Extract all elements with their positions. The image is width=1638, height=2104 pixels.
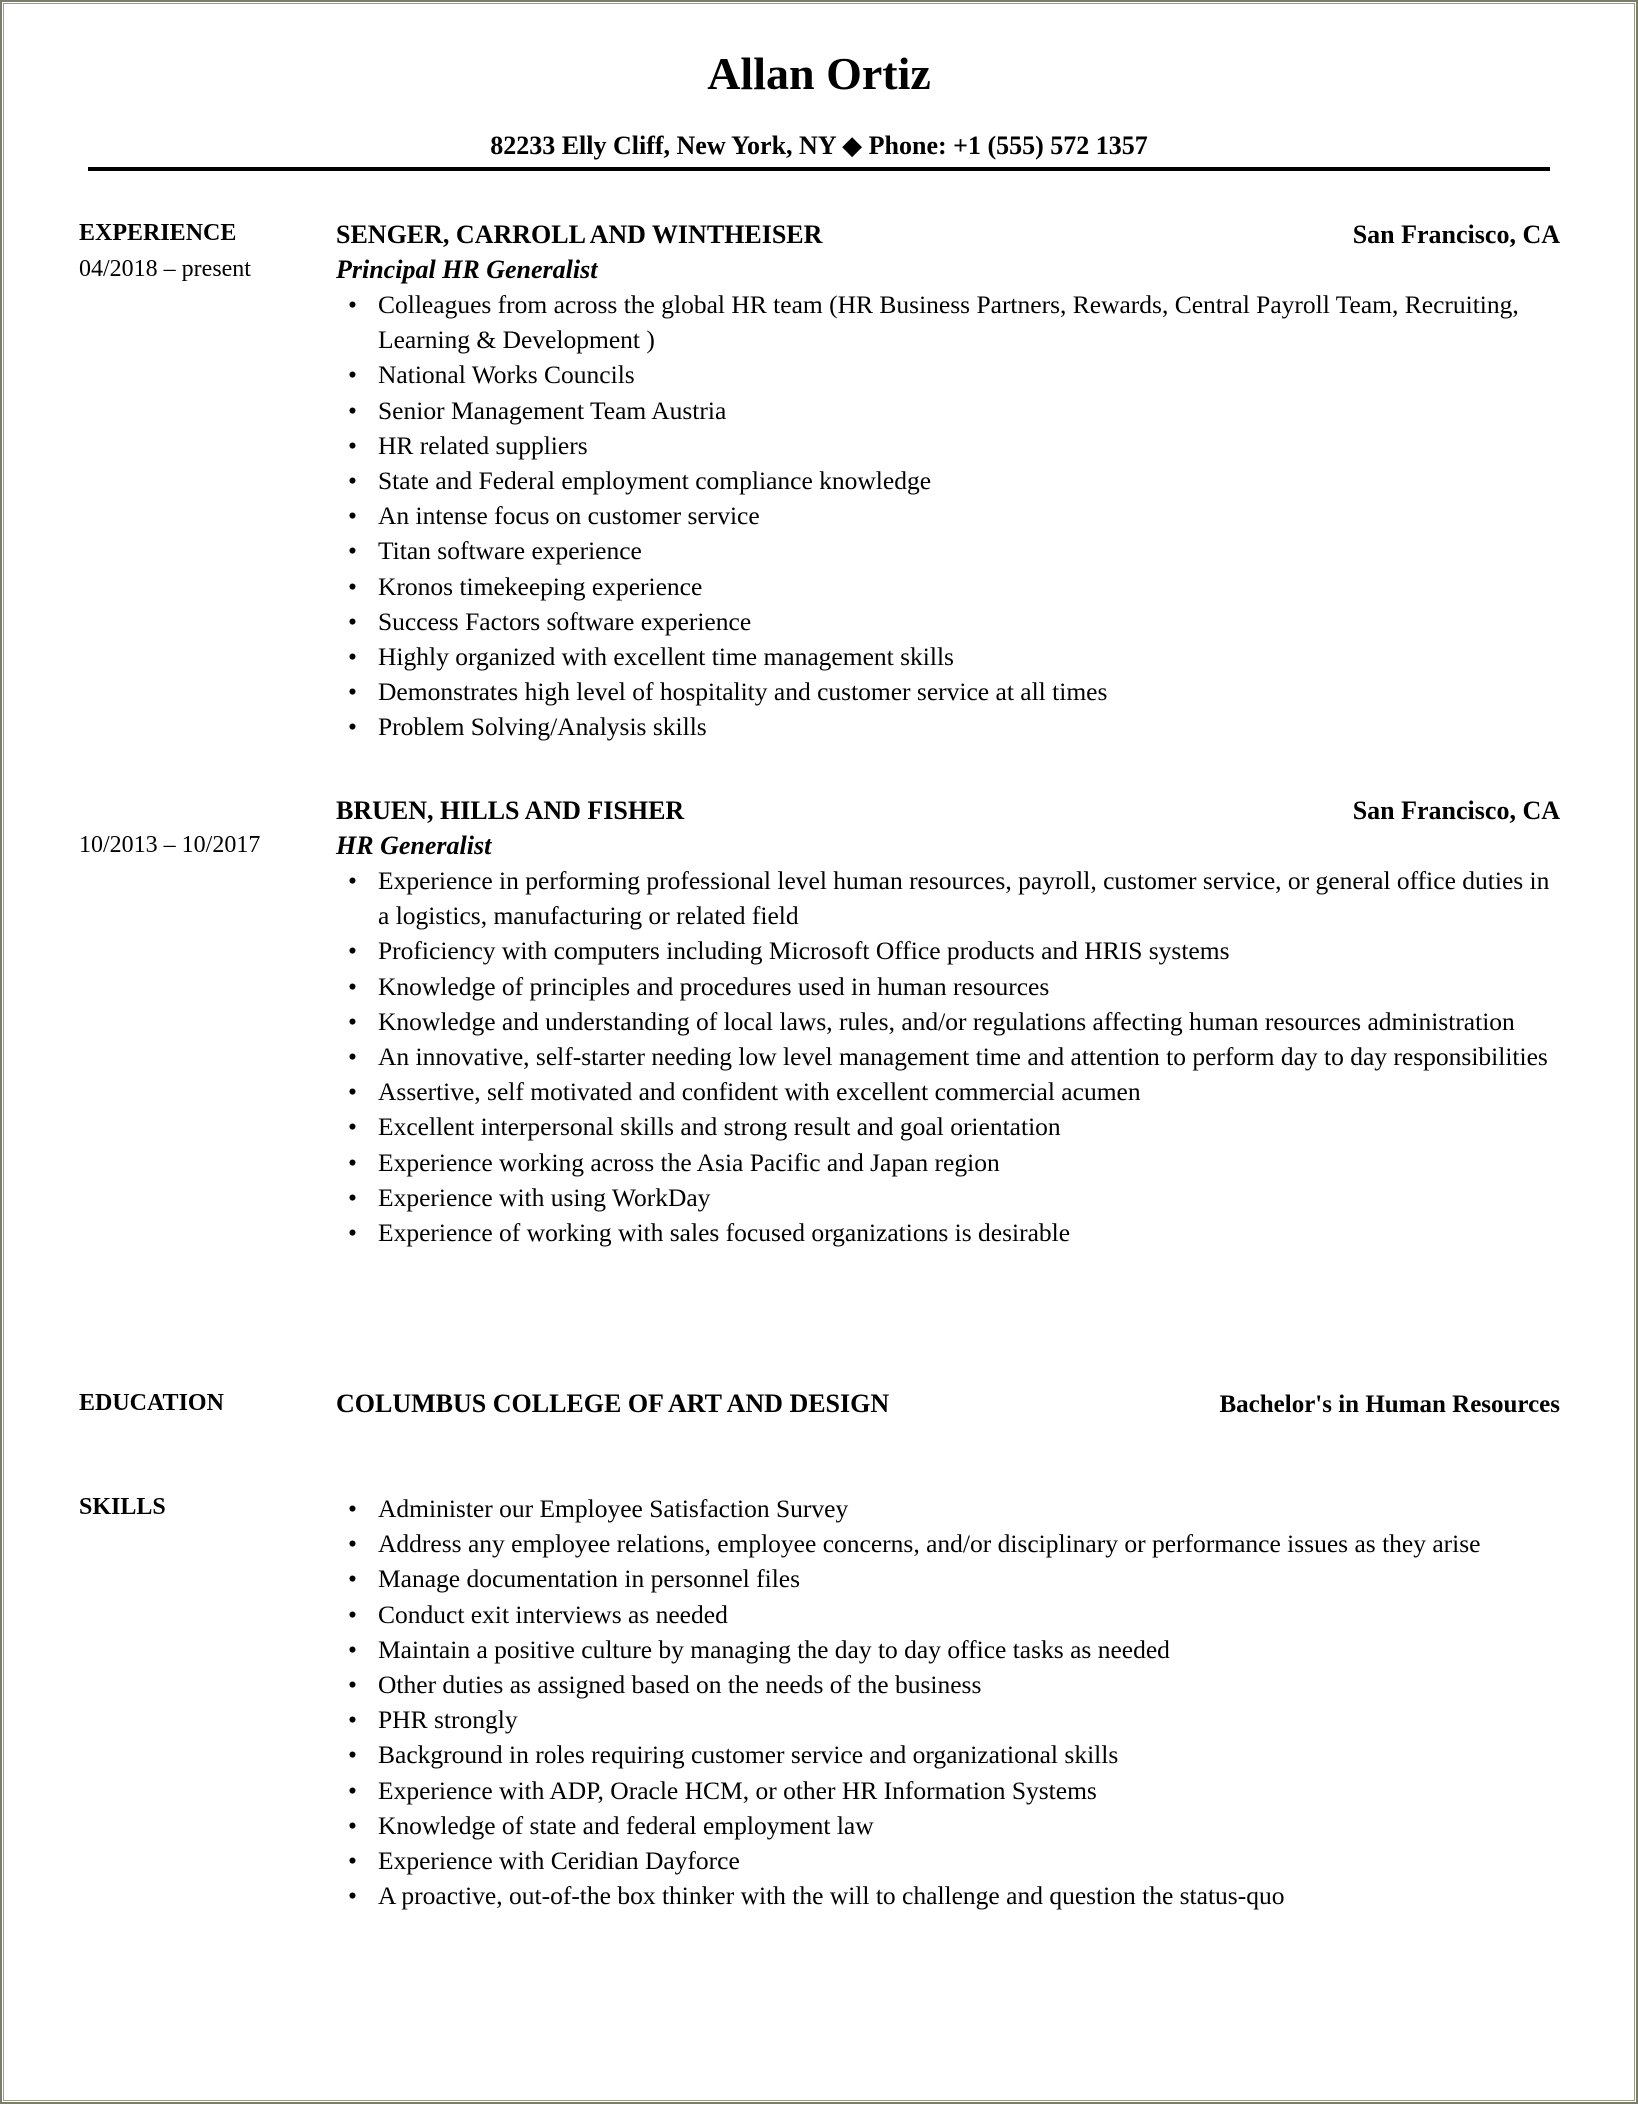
list-item: • Knowledge of principles and procedures used in human resources bbox=[336, 969, 1560, 1004]
job-bullets bbox=[336, 863, 1560, 1250]
list-item: • Address any employee relations, employee concerns, and/or disciplinary or performance issues as they arise bbox=[336, 1526, 1560, 1561]
degree: Bachelor's in Human Resources bbox=[1219, 1391, 1560, 1418]
contact-line: 82233 Elly Cliff, New York, NY ◆ Phone: +1 (555) 572 1357 bbox=[490, 131, 1148, 160]
list-item: • An intense focus on customer service bbox=[336, 498, 1560, 533]
list-item: • National Works Councils bbox=[336, 357, 1560, 392]
job-entry bbox=[336, 217, 1560, 745]
school-name: COLUMBUS COLLEGE OF ART AND DESIGN bbox=[336, 1389, 890, 1418]
list-item: • Problem Solving/Analysis skills bbox=[336, 709, 1560, 744]
list-item: • Knowledge of state and federal employment law bbox=[336, 1808, 1560, 1843]
header-divider bbox=[88, 167, 1550, 171]
list-item: • Titan software experience bbox=[336, 533, 1560, 568]
list-item: • Senior Management Team Austria bbox=[336, 393, 1560, 428]
list-item: • An innovative, self-starter needing low level management time and attention to perform day to day responsibilities bbox=[336, 1039, 1560, 1074]
list-item: • Knowledge and understanding of local laws, rules, and/or regulations affecting human resources administration bbox=[336, 1004, 1560, 1039]
list-item: • Highly organized with excellent time management skills bbox=[336, 639, 1560, 674]
list-item: • Experience of working with sales focused organizations is desirable bbox=[336, 1215, 1560, 1250]
job-entry bbox=[336, 793, 1560, 1250]
section-label-experience: EXPERIENCE bbox=[79, 220, 237, 246]
list-item: • Experience with using WorkDay bbox=[336, 1180, 1560, 1215]
list-item: • Experience with Ceridian Dayforce bbox=[336, 1843, 1560, 1878]
section-label-skills: SKILLS bbox=[79, 1494, 166, 1520]
list-item: • Proficiency with computers including Microsoft Office products and HRIS systems bbox=[336, 933, 1560, 968]
job-location: San Francisco, CA bbox=[1352, 796, 1560, 825]
list-item: • Colleagues from across the global HR team (HR Business Partners, Rewards, Central Payroll Team, Recruiting, Learning & Development ) bbox=[336, 287, 1560, 357]
job-dates: 04/2018 – present bbox=[79, 256, 251, 282]
list-item: • PHR strongly bbox=[336, 1702, 1560, 1737]
list-item: • Conduct exit interviews as needed bbox=[336, 1597, 1560, 1632]
job-bullets bbox=[336, 287, 1560, 745]
list-item: • Background in roles requiring customer service and organizational skills bbox=[336, 1737, 1560, 1772]
section-label-education: EDUCATION bbox=[79, 1390, 224, 1416]
list-item: • A proactive, out-of-the box thinker with the will to challenge and question the status-quo bbox=[336, 1878, 1560, 1913]
list-item: • Demonstrates high level of hospitality and customer service at all times bbox=[336, 674, 1560, 709]
list-item: • Experience working across the Asia Pacific and Japan region bbox=[336, 1145, 1560, 1180]
job-location: San Francisco, CA bbox=[1352, 220, 1560, 249]
list-item: • Kronos timekeeping experience bbox=[336, 569, 1560, 604]
job-title: Principal HR Generalist bbox=[336, 255, 598, 284]
company-name: BRUEN, HILLS AND FISHER bbox=[336, 796, 685, 825]
list-item: • State and Federal employment compliance knowledge bbox=[336, 463, 1560, 498]
list-item: • Manage documentation in personnel files bbox=[336, 1561, 1560, 1596]
candidate-name: Allan Ortiz bbox=[707, 48, 931, 99]
list-item: • Experience in performing professional level human resources, payroll, customer service, or general office duties in a logistics, manufacturing or related field bbox=[336, 863, 1560, 933]
list-item: • Excellent interpersonal skills and strong result and goal orientation bbox=[336, 1109, 1560, 1144]
list-item: • Experience with ADP, Oracle HCM, or other HR Information Systems bbox=[336, 1773, 1560, 1808]
list-item: • Other duties as assigned based on the needs of the business bbox=[336, 1667, 1560, 1702]
job-title: HR Generalist bbox=[336, 831, 492, 860]
list-item: • Success Factors software experience bbox=[336, 604, 1560, 639]
list-item: • Assertive, self motivated and confident with excellent commercial acumen bbox=[336, 1074, 1560, 1109]
job-dates: 10/2013 – 10/2017 bbox=[79, 832, 261, 858]
list-item: • HR related suppliers bbox=[336, 428, 1560, 463]
skills-list-container bbox=[336, 1491, 1560, 1913]
company-name: SENGER, CARROLL AND WINTHEISER bbox=[336, 220, 823, 249]
education-entry bbox=[336, 1386, 1560, 1422]
list-item: • Administer our Employee Satisfaction Survey bbox=[336, 1491, 1560, 1526]
list-item: • Maintain a positive culture by managing the day to day office tasks as needed bbox=[336, 1632, 1560, 1667]
skills-list bbox=[336, 1491, 1560, 1913]
